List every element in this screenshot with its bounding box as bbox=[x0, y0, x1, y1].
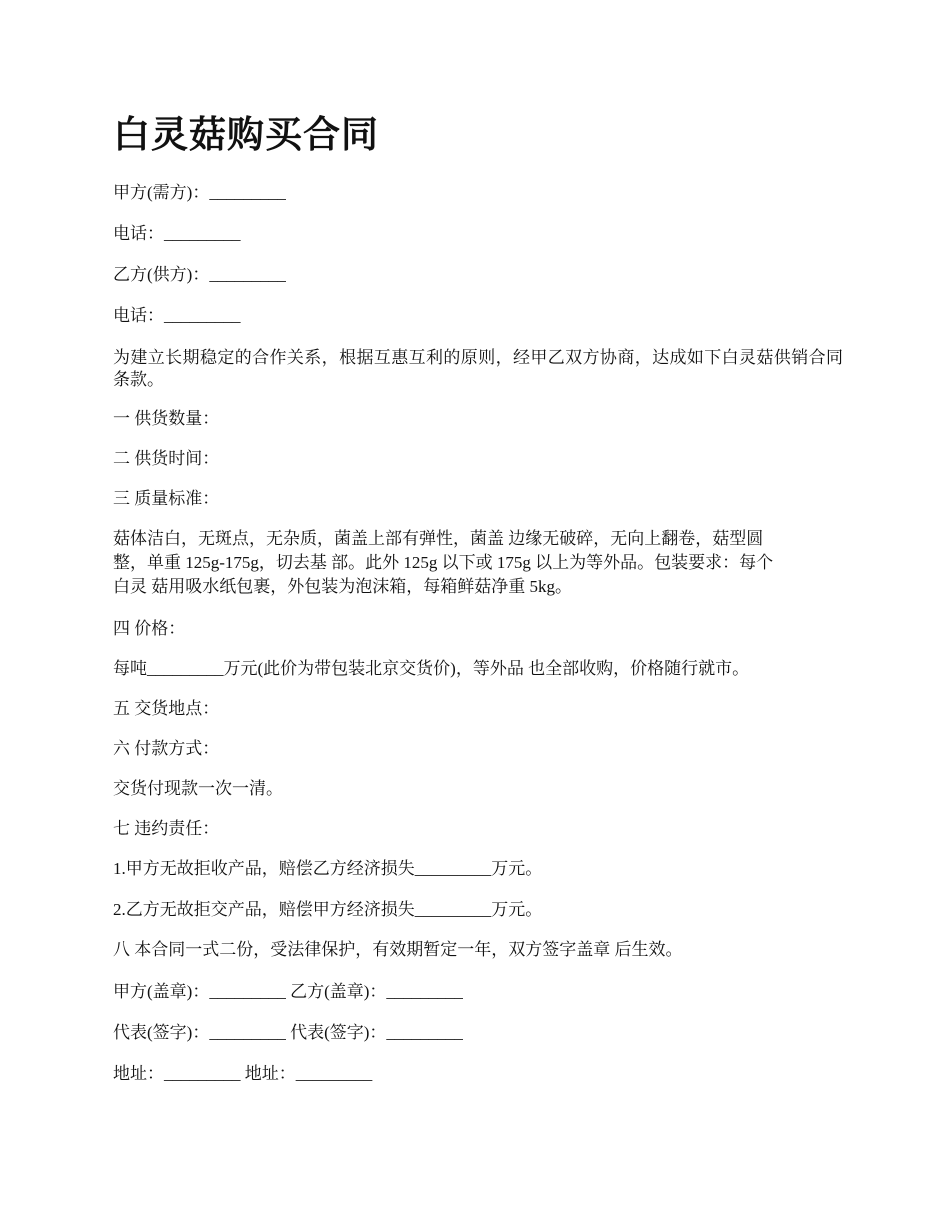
payment-text: 交货付现款一次一清。 bbox=[113, 779, 283, 798]
quality-text-line: 白灵 菇用吸水纸包裹，外包装为泡沫箱，每箱鲜菇净重 5kg。 bbox=[113, 577, 572, 596]
section-quantity-heading: 一 供货数量： bbox=[113, 409, 220, 428]
section-delivery-heading: 五 交货地点： bbox=[113, 699, 220, 718]
section-quality-heading: 三 质量标准： bbox=[113, 489, 220, 508]
breach-clause-1: 1.甲方无故拒收产品，赔偿乙方经济损失_________万元。 bbox=[113, 859, 543, 878]
breach-clause-2: 2.乙方无故拒交产品，赔偿甲方经济损失_________万元。 bbox=[113, 900, 543, 919]
section-payment-heading: 六 付款方式： bbox=[113, 739, 220, 758]
party-a-line: 甲方(需方)：_________ bbox=[113, 183, 286, 202]
party-b-line: 乙方(供方)：_________ bbox=[113, 265, 286, 284]
section-price-heading: 四 价格： bbox=[113, 619, 186, 638]
section-validity: 八 本合同一式二份，受法律保护，有效期暂定一年，双方签字盖章 后生效。 bbox=[113, 940, 683, 959]
document-title: 白灵菇购买合同 bbox=[113, 115, 379, 156]
party-b-phone-line: 电话：_________ bbox=[113, 306, 241, 325]
intro-paragraph: 为建立长期稳定的合作关系，根据互惠互利的原则，经甲乙双方协商，达成如下白灵菇供销合同条款。 bbox=[113, 348, 843, 389]
section-time-heading: 二 供货时间： bbox=[113, 449, 220, 468]
quality-text-line: 菇体洁白，无斑点，无杂质，菌盖上部有弹性，菌盖 边缘无破碎，无向上翻卷，菇型圆 bbox=[113, 529, 764, 548]
price-text: 每吨_________万元(此价为带包装北京交货价)，等外品 也全部收购，价格随行就市。 bbox=[113, 659, 750, 678]
section-breach-heading: 七 违约责任： bbox=[113, 819, 220, 838]
representative-line: 代表(签字)：_________ 代表(签字)：_________ bbox=[113, 1023, 463, 1042]
quality-text-line: 整，单重 125g-175g，切去基 部。此外 125g 以下或 175g 以上为等外品。包装要求：每个 bbox=[113, 553, 774, 572]
seal-line: 甲方(盖章)：_________ 乙方(盖章)：_________ bbox=[113, 982, 463, 1001]
party-a-phone-line: 电话：_________ bbox=[113, 224, 241, 243]
address-line: 地址：_________ 地址：_________ bbox=[113, 1064, 373, 1083]
